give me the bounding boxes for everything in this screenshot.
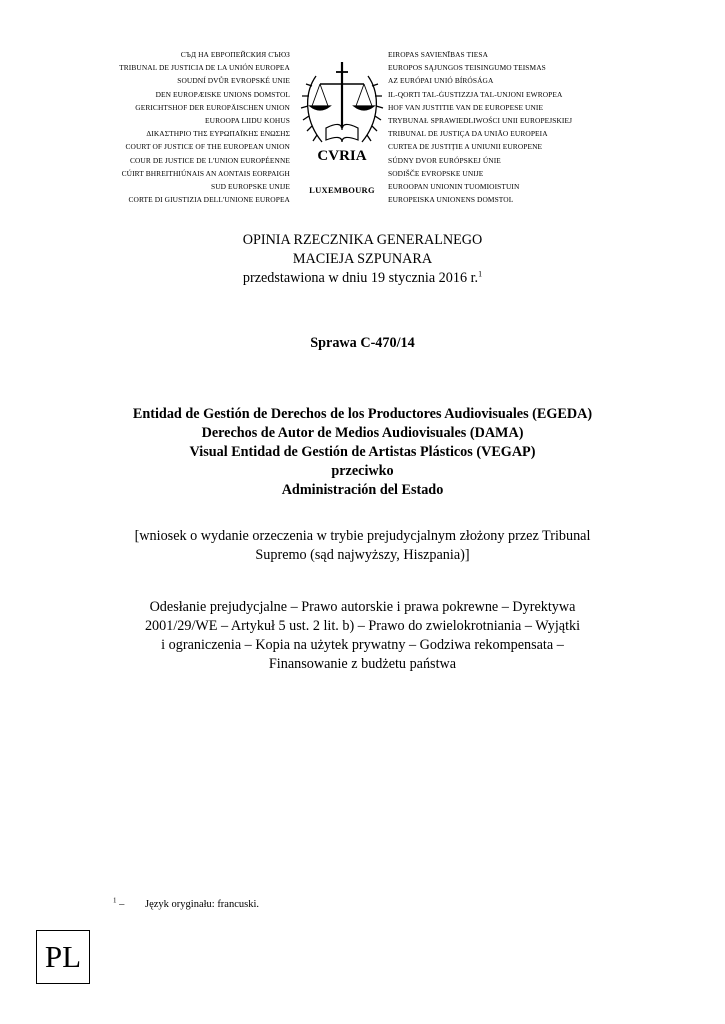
emblem-text: CVRIA: [317, 148, 367, 164]
footnote-dash: –: [119, 899, 125, 910]
court-name: SUD EUROPSKE UNIJE: [211, 182, 290, 192]
court-name: TRIBUNAL DE JUSTICIA DE LA UNIÓN EUROPEA: [119, 63, 290, 73]
court-name: CÚIRT BHREITHIÚNAIS AN AONTAIS EORPAIGH: [121, 168, 290, 178]
party-line: Administración del Estado: [281, 482, 444, 498]
court-name: AZ EURÓPAI UNIÓ BÍRÓSÁGA: [388, 76, 494, 86]
court-name: EUROPEISKA UNIONENS DOMSTOL: [388, 195, 514, 205]
party-line: Entidad de Gestión de Derechos de los Productores Audiovisuales (EGEDA): [132, 406, 593, 422]
opinion-heading: [60, 231, 665, 288]
footnote-reference[interactable]: 1: [478, 269, 483, 279]
keyword-line: 2001/29/WE – Artykuł 5 ust. 2 lit. b) – Prawo do zwielokrotniania – Wyjątki: [144, 618, 581, 634]
court-name: EUROPOS SĄJUNGOS TEISINGUMO TEISMAS: [388, 63, 546, 73]
parties: [60, 405, 665, 500]
court-name: TRIBUNAL DE JUSTIÇA DA UNIÃO EUROPEIA: [388, 129, 548, 139]
keyword-line: Finansowanie z budżetu państwa: [268, 656, 457, 672]
delivery-date: przedstawiona w dniu 19 stycznia 2016 r.: [242, 270, 479, 286]
party-line: przeciwko: [331, 463, 394, 479]
city-name: LUXEMBOURG: [309, 185, 375, 195]
keyword-line: i ograniczenia – Kopia na użytek prywatny – Godziwa rekompensata –: [161, 637, 564, 653]
court-name: SOUDNÍ DVŮR EVROPSKÉ UNIE: [177, 76, 290, 86]
court-name: EUROOPA LIIDU KOHUS: [205, 116, 290, 126]
scales-of-justice-emblem-icon: [296, 58, 388, 182]
court-name: HOF VAN JUSTITIE VAN DE EUROPESE UNIE: [388, 102, 544, 112]
court-name: DEN EUROPÆISKE UNIONS DOMSTOL: [155, 89, 290, 99]
footnote-marker: [113, 896, 145, 910]
court-names-right: [388, 48, 688, 206]
request-line: [wniosek o wydanie orzeczenia w trybie prejudycjalnym złożony przez Tribunal: [134, 528, 591, 544]
court-name: CURTEA DE JUSTIȚIE A UNIUNII EUROPENE: [388, 142, 543, 152]
court-name: GERICHTSHOF DER EUROPÄISCHEN UNION: [135, 102, 290, 112]
court-name: EUROOPAN UNIONIN TUOMIOISTUIN: [388, 182, 520, 192]
court-name: TRYBUNAŁ SPRAWIEDLIWOŚCI UNII EUROPEJSKIEJ: [388, 116, 573, 126]
opinion-title: OPINIA RZECZNIKA GENERALNEGO: [242, 232, 483, 248]
court-names-left: [40, 48, 290, 206]
language-code-box: PL: [36, 930, 90, 984]
request-line: Supremo (sąd najwyższy, Hiszpania)]: [255, 547, 470, 563]
footnote: [113, 896, 260, 910]
delivery-date-line: [60, 269, 665, 288]
party-line: Derechos de Autor de Medios Audiovisuales (DAMA): [201, 425, 524, 441]
keywords: [60, 598, 665, 674]
case-number: Sprawa C-470/14: [310, 335, 415, 351]
court-name: COUR DE JUSTICE DE L'UNION EUROPÉENNE: [129, 155, 290, 165]
footnote-text: Język oryginału: francuski.: [145, 899, 260, 910]
court-name: COURT OF JUSTICE OF THE EUROPEAN UNION: [125, 142, 290, 152]
court-name: CORTE DI GIUSTIZIA DELL'UNIONE EUROPEA: [128, 195, 290, 205]
preliminary-ruling-request: [60, 527, 665, 565]
advocate-general-name: MACIEJA SZPUNARA: [292, 251, 433, 267]
court-name: СЪД НА ЕВРОПЕЙСКИЯ СЪЮЗ: [180, 50, 290, 59]
footnote-number: 1: [113, 896, 117, 905]
keyword-line: Odesłanie prejudycjalne – Prawo autorskie i prawa pokrewne – Dyrektywa: [149, 599, 576, 615]
party-line: Visual Entidad de Gestión de Artistas Plásticos (VEGAP): [189, 444, 536, 460]
court-name: IL-QORTI TAL-ĠUSTIZZJA TAL-UNJONI EWROPEA: [388, 89, 563, 99]
court-name: ΔΙΚΑΣΤΗΡΙΟ ΤΗΣ ΕΥΡΩΠΑΪΚΗΣ ΕΝΩΣΗΣ: [146, 129, 290, 139]
court-name: SODIŠČE EVROPSKE UNIJE: [388, 168, 484, 178]
court-name: EIROPAS SAVIENĪBAS TIESA: [388, 50, 489, 59]
court-name: SÚDNY DVOR EURÓPSKEJ ÚNIE: [388, 155, 501, 165]
